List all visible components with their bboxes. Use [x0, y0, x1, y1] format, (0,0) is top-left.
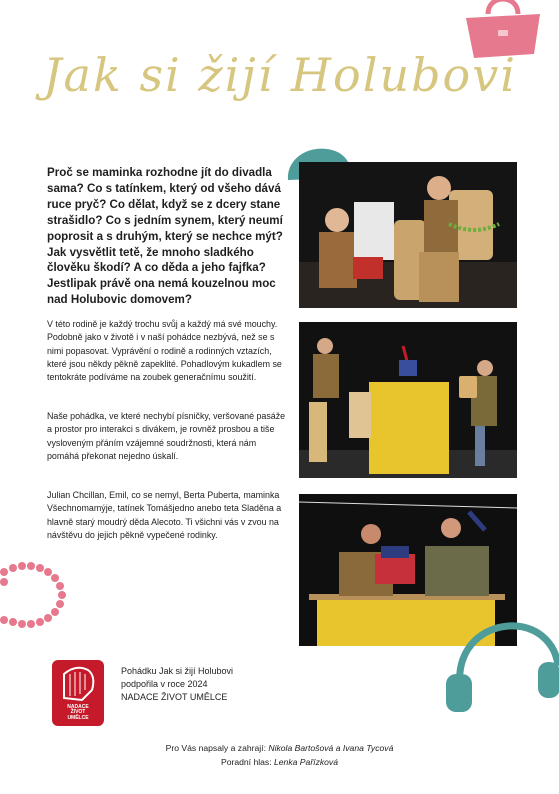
- headphones-icon: [446, 616, 559, 716]
- bead-necklace-icon: [0, 560, 90, 644]
- credits: [40, 742, 519, 769]
- sponsor-note: [121, 665, 281, 704]
- photo-actors-with-costumes: [299, 162, 517, 308]
- credits-advisor: [40, 756, 519, 770]
- credits-label: Pro Vás napsaly a zahrají:: [165, 743, 266, 753]
- credits-authors: [40, 742, 519, 756]
- paragraph-story: Naše pohádka, ve které nechybí písničky, veršované pasáže a prostor pro interakci s divákem, je rovněž prosbou a tiše vysloveným přáním vzájemné soudržnosti, která nám pomáhá překonat nejedno úskalí.: [47, 411, 286, 461]
- harp-emblem-icon: [52, 660, 104, 706]
- foundation-logo: [52, 660, 104, 726]
- credits-label: Poradní hlas:: [220, 756, 272, 767]
- logo-line: NADACE: [67, 703, 89, 710]
- logo-line: ŽIVOT: [70, 709, 86, 715]
- logo-line: UMĚLCE: [67, 714, 89, 721]
- sponsor-line: Pohádku Jak si žijí Holubovi: [121, 666, 234, 676]
- sponsor-line: podpořila v roce 2024: [121, 679, 208, 689]
- page-title: Jak si žijí Holubovi: [43, 48, 517, 102]
- paragraph-family: V této rodině je každý trochu svůj a každý má své mouchy. Podobně jako v životě i v naší pohádce nezbývá, než se s nimi popasovat. Vyprávění o rodině a rodinných vztazích, které jsou někdy pěkně zapeklité. Pohadlovým kukadlem se tentokráte podíváme na zoubek generačnímu soužití.: [47, 319, 282, 383]
- credits-names: Nikola Bartošová a Ivana Tycová: [268, 743, 394, 753]
- credits-names: Lenka Pařízková: [274, 756, 339, 767]
- paragraph-characters: Julian Chcillan, Emil, co se nemyl, Berta Puberta, maminka Všechnomamýje, tatínek Tomášjedno anebo teta Sladěna a hlavně starý moudrý děda Alecoto. Ti všichni vás v zvou na návštěvu do jejich pěkně vypečené rodinky.: [47, 490, 282, 540]
- intro-text: Proč se maminka rozhodne jít do divadla sama? Co s tatínkem, který od všeho dává ruce pryč? Co dělat, když se z dcery stane strašidlo? Co s jedním synem, který neumí poprosit a s druhým, který se nechce mýt? Jak vysvětlit tetě, že mnoho sladkého člověku škodí? A co děda a jeho fajfka? Jestlipak právě ona nemá kouzelnou moc nad Holubovic domovem?: [47, 166, 283, 307]
- photo-stage-yellow-board: [299, 322, 517, 478]
- sponsor-line: NADACE ŽIVOT UMĚLCE: [121, 692, 228, 702]
